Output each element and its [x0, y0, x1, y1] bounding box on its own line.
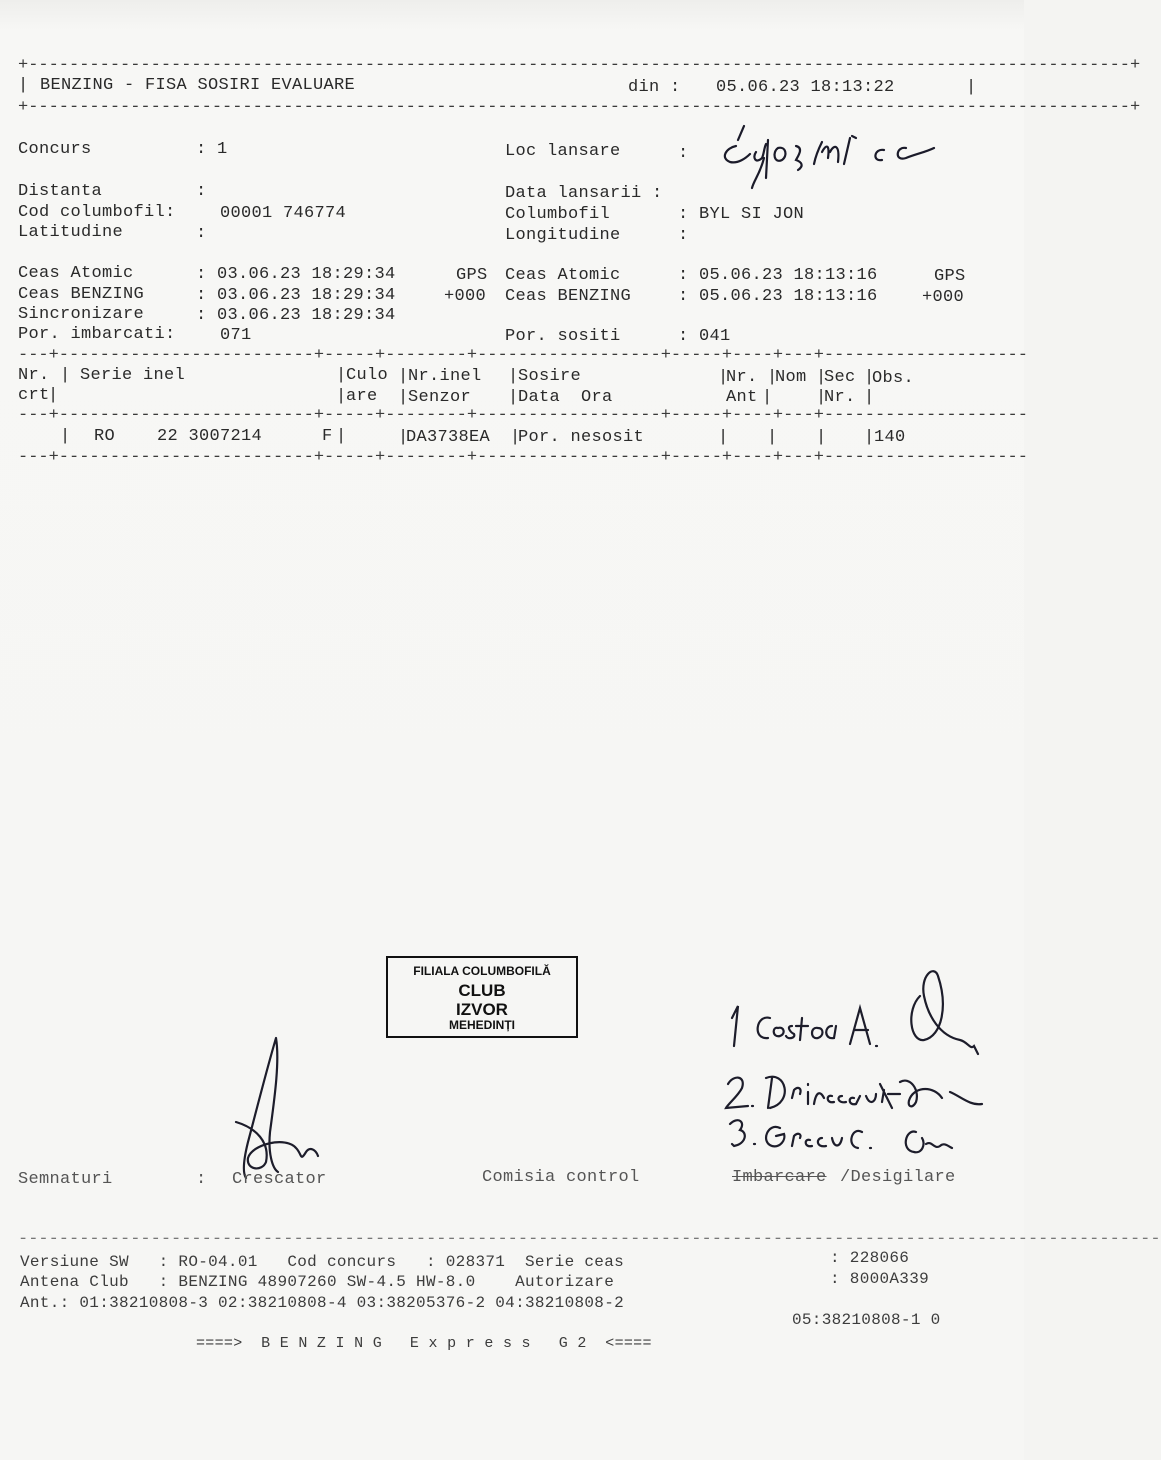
ceas-atomic-value: : 03.06.23 18:29:34 [196, 265, 396, 284]
ceas-atomic-sosire-suffix: GPS [934, 267, 966, 286]
header-divider: | [48, 386, 59, 405]
cell-serie: RO 22 3007214 [94, 427, 263, 446]
col-sosire-header-2: Data Ora [518, 388, 613, 407]
data-lansarii-label: Data lansarii : [505, 184, 663, 203]
ceas-benzing-sosire-suffix: +000 [922, 288, 965, 307]
cell-sosire: Por. nesosit [518, 428, 645, 447]
stamp-line-1: FILIALA COLUMBOFILĂ [413, 964, 551, 978]
row-divider: | [864, 428, 875, 447]
cell-senzor: DA3738EA [406, 428, 491, 447]
semnaturi-sep: : [196, 1170, 207, 1189]
loc-lansare-label: Loc lansare [505, 142, 621, 161]
latitudine-value: : [196, 224, 207, 243]
columbofil-value: : BYL SI JON [678, 205, 805, 224]
header-divider: | [816, 388, 827, 407]
cod-columbofil-value: 00001 746774 [220, 204, 347, 223]
imbarcare-label: Imbarcare [732, 1168, 827, 1187]
longitudine-label: Longitudine [505, 226, 621, 245]
club-stamp [386, 956, 578, 1038]
ceas-atomic-sosire-label: Ceas Atomic [505, 266, 621, 285]
ceas-benzing-sosire-label: Ceas BENZING [505, 287, 632, 306]
crescator-label: Crescator [232, 1170, 327, 1189]
ceas-atomic-label: Ceas Atomic [18, 264, 134, 283]
footer-rule: ---------------------------------------------------------------------------------------------------------------- [18, 1230, 1161, 1249]
header-top-rule: +------------------------------------------------------------------------------------------------------------+ [18, 56, 1141, 75]
desigilare-label: /Desigilare [840, 1168, 956, 1187]
report-datetime: 05.06.23 18:13:22 [716, 78, 895, 97]
col-nr-ant-header-1: Nr. [726, 368, 758, 387]
porumbei-sositi-label: Por. sositi [505, 327, 621, 346]
concurs-label: Concurs [18, 140, 92, 159]
porumbei-imbarcati-label: Por. imbarcati: [18, 325, 176, 344]
distanta-value: : [196, 182, 207, 201]
comisia-handwriting [720, 966, 1000, 1176]
col-sec-header-2: Nr. [824, 388, 856, 407]
ceas-atomic-suffix: GPS [456, 266, 488, 285]
ceas-benzing-sosire-value: : 05.06.23 18:13:16 [678, 287, 878, 306]
footer-line-2: Antena Club : BENZING 48907260 SW-4.5 HW-8.0 Autorizare [20, 1273, 615, 1291]
stamp-line-4: MEHEDINȚI [449, 1018, 515, 1032]
loc-lansare-sep: : [678, 144, 689, 163]
col-sec-header-1: Sec [824, 368, 856, 387]
row-divider: | [336, 427, 347, 446]
serie-ceas-value: : 228066 [830, 1249, 910, 1267]
comisia-control-label: Comisia control [482, 1168, 640, 1187]
distanta-label: Distanta [18, 182, 103, 201]
cell-obs: 140 [874, 428, 906, 447]
ceas-benzing-value: : 03.06.23 18:29:34 [196, 286, 396, 305]
cod-columbofil-label: Cod columbofil: [18, 203, 176, 222]
header-divider: | [398, 367, 409, 386]
header-left-bar: | [18, 76, 29, 95]
col-nom-header: Nom [775, 368, 807, 387]
ceas-benzing-label: Ceas BENZING [18, 285, 145, 304]
row-divider: | [767, 428, 778, 447]
table-top-rule: ---+-------------------------+-----+--------+------------------+-----+----+---+-------------------- [18, 346, 1028, 365]
header-divider: | [864, 368, 875, 387]
header-divider: | [762, 388, 773, 407]
col-obs-header: Obs. [872, 369, 915, 388]
header-divider: | [767, 368, 778, 387]
header-divider: | [816, 368, 827, 387]
col-nr-ant-header-2: Ant [726, 388, 758, 407]
autorizare-value: : 8000A339 [830, 1270, 930, 1288]
ceas-benzing-suffix: +000 [444, 287, 487, 306]
col-nr-inel-header-2: Senzor [408, 388, 472, 407]
header-divider: | [336, 387, 347, 406]
row-divider: | [398, 428, 409, 447]
footer-line-4: 05:38210808-1 0 [792, 1311, 941, 1329]
col-nr-crt-header-2: crt [18, 386, 50, 405]
header-bottom-rule: +------------------------------------------------------------------------------------------------------------+ [18, 98, 1141, 117]
row-divider: | [718, 428, 729, 447]
concurs-value: : 1 [196, 140, 228, 159]
row-divider: | [816, 428, 827, 447]
semnaturi-label: Semnaturi [18, 1170, 113, 1189]
longitudine-value: : [678, 226, 689, 245]
stamp-line-2: CLUB [458, 981, 506, 1000]
header-divider: | [718, 368, 729, 387]
porumbei-sositi-value: : 041 [678, 327, 731, 346]
columbofil-label: Columbofil [505, 205, 611, 224]
footer-line-1: Versiune SW : RO-04.01 Cod concurs : 028371 Serie ceas [20, 1253, 624, 1271]
sincronizare-label: Sincronizare [18, 305, 145, 324]
table-header-rule: ---+-------------------------+-----+--------+------------------+-----+----+---+-------------------- [18, 406, 1028, 425]
row-divider: | [60, 427, 71, 446]
col-sosire-header-1: Sosire [518, 367, 582, 386]
col-culoare-header-2: are [346, 387, 378, 406]
header-divider: | [508, 367, 519, 386]
ceas-atomic-sosire-value: : 05.06.23 18:13:16 [678, 266, 878, 285]
cell-sex: F [322, 427, 333, 446]
latitudine-label: Latitudine [18, 223, 124, 242]
loc-lansare-handwriting [716, 118, 946, 198]
header-divider: | [508, 388, 519, 407]
col-nr-inel-header-1: Nr.inel [408, 367, 482, 386]
header-divider: | [336, 366, 347, 385]
header-divider: | [864, 388, 875, 407]
porumbei-imbarcati-value: 071 [220, 326, 252, 345]
table-bottom-rule: ---+-------------------------+-----+--------+------------------+-----+----+---+-------------------- [18, 448, 1028, 467]
col-culoare-header-1: Culo [346, 366, 389, 385]
benzing-brand: ====> B E N Z I N G E x p r e s s G 2 <==== [196, 1335, 652, 1352]
row-divider: | [510, 428, 521, 447]
din-label: din : [628, 78, 681, 97]
col-nr-crt-header-1: Nr. [18, 366, 50, 385]
footer-line-3: Ant.: 01:38210808-3 02:38210808-4 03:38205376-2 04:38210808-2 [20, 1294, 624, 1312]
col-serie-header: Serie inel [80, 366, 186, 385]
sincronizare-value: : 03.06.23 18:29:34 [196, 306, 396, 325]
header-right-bar: | [966, 78, 977, 97]
crescator-signature [226, 1032, 336, 1182]
header-divider: | [398, 388, 409, 407]
header-divider: | [60, 366, 71, 385]
stamp-line-3: IZVOR [456, 1000, 508, 1019]
report-title: BENZING - FISA SOSIRI EVALUARE [40, 76, 356, 95]
